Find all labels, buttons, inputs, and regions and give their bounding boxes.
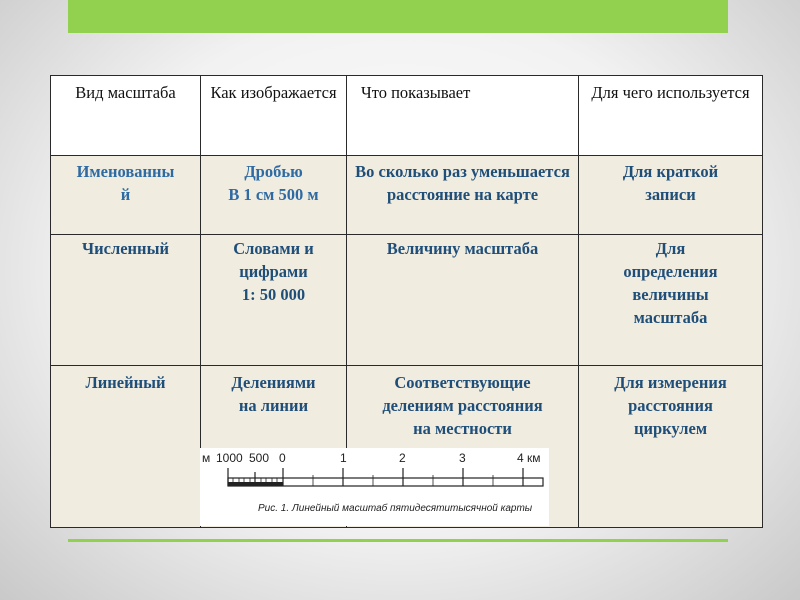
tick-label: 1000 [216,451,243,465]
tick-label: м [202,451,211,465]
header-used-for: Для чего используется [579,76,763,156]
table-row [51,235,763,366]
cell-named-what: Во сколько раз уменьшается расстояние на карте [347,156,579,235]
header-how-depicted: Как изображается [201,76,347,156]
tick-label: 500 [249,451,270,465]
cell-named-how: Дробью В 1 см 500 м [201,156,347,235]
figure-caption: Рис. 1. Линейный масштаб пятидесятитысячной карты [258,503,533,514]
tick-label: 1 [340,451,347,465]
tick-label: 0 [279,451,286,465]
cell-named-scale: Именованны й [51,156,201,235]
cell-numeric-scale: Численный [51,235,201,366]
cell-named-purpose: Для краткой записи [579,156,763,235]
header-what-shows: Что показывает [347,76,579,156]
table-header-row [51,76,763,156]
table-row [51,156,763,235]
tick-label: 3 [459,451,466,465]
header-scale-type: Вид масштаба [51,76,201,156]
cell-linear-purpose: Для измерения расстояния циркулем [579,366,763,528]
cell-linear-how: Делениями на линии [201,366,347,528]
top-accent-bar [68,0,728,33]
tick-label: 4 км [517,451,541,465]
cell-linear-what: Соответствующие делениям расстояния на местности [347,366,579,528]
linear-scale-figure [200,448,549,526]
bottom-accent-line [68,539,728,542]
cell-numeric-how: Словами и цифрами 1: 50 000 [201,235,347,366]
cell-numeric-what: Величину масштаба [347,235,579,366]
cell-numeric-purpose: Для определения величины масштаба [579,235,763,366]
tick-label: 2 [399,451,406,465]
cell-linear-scale: Линейный [51,366,201,528]
